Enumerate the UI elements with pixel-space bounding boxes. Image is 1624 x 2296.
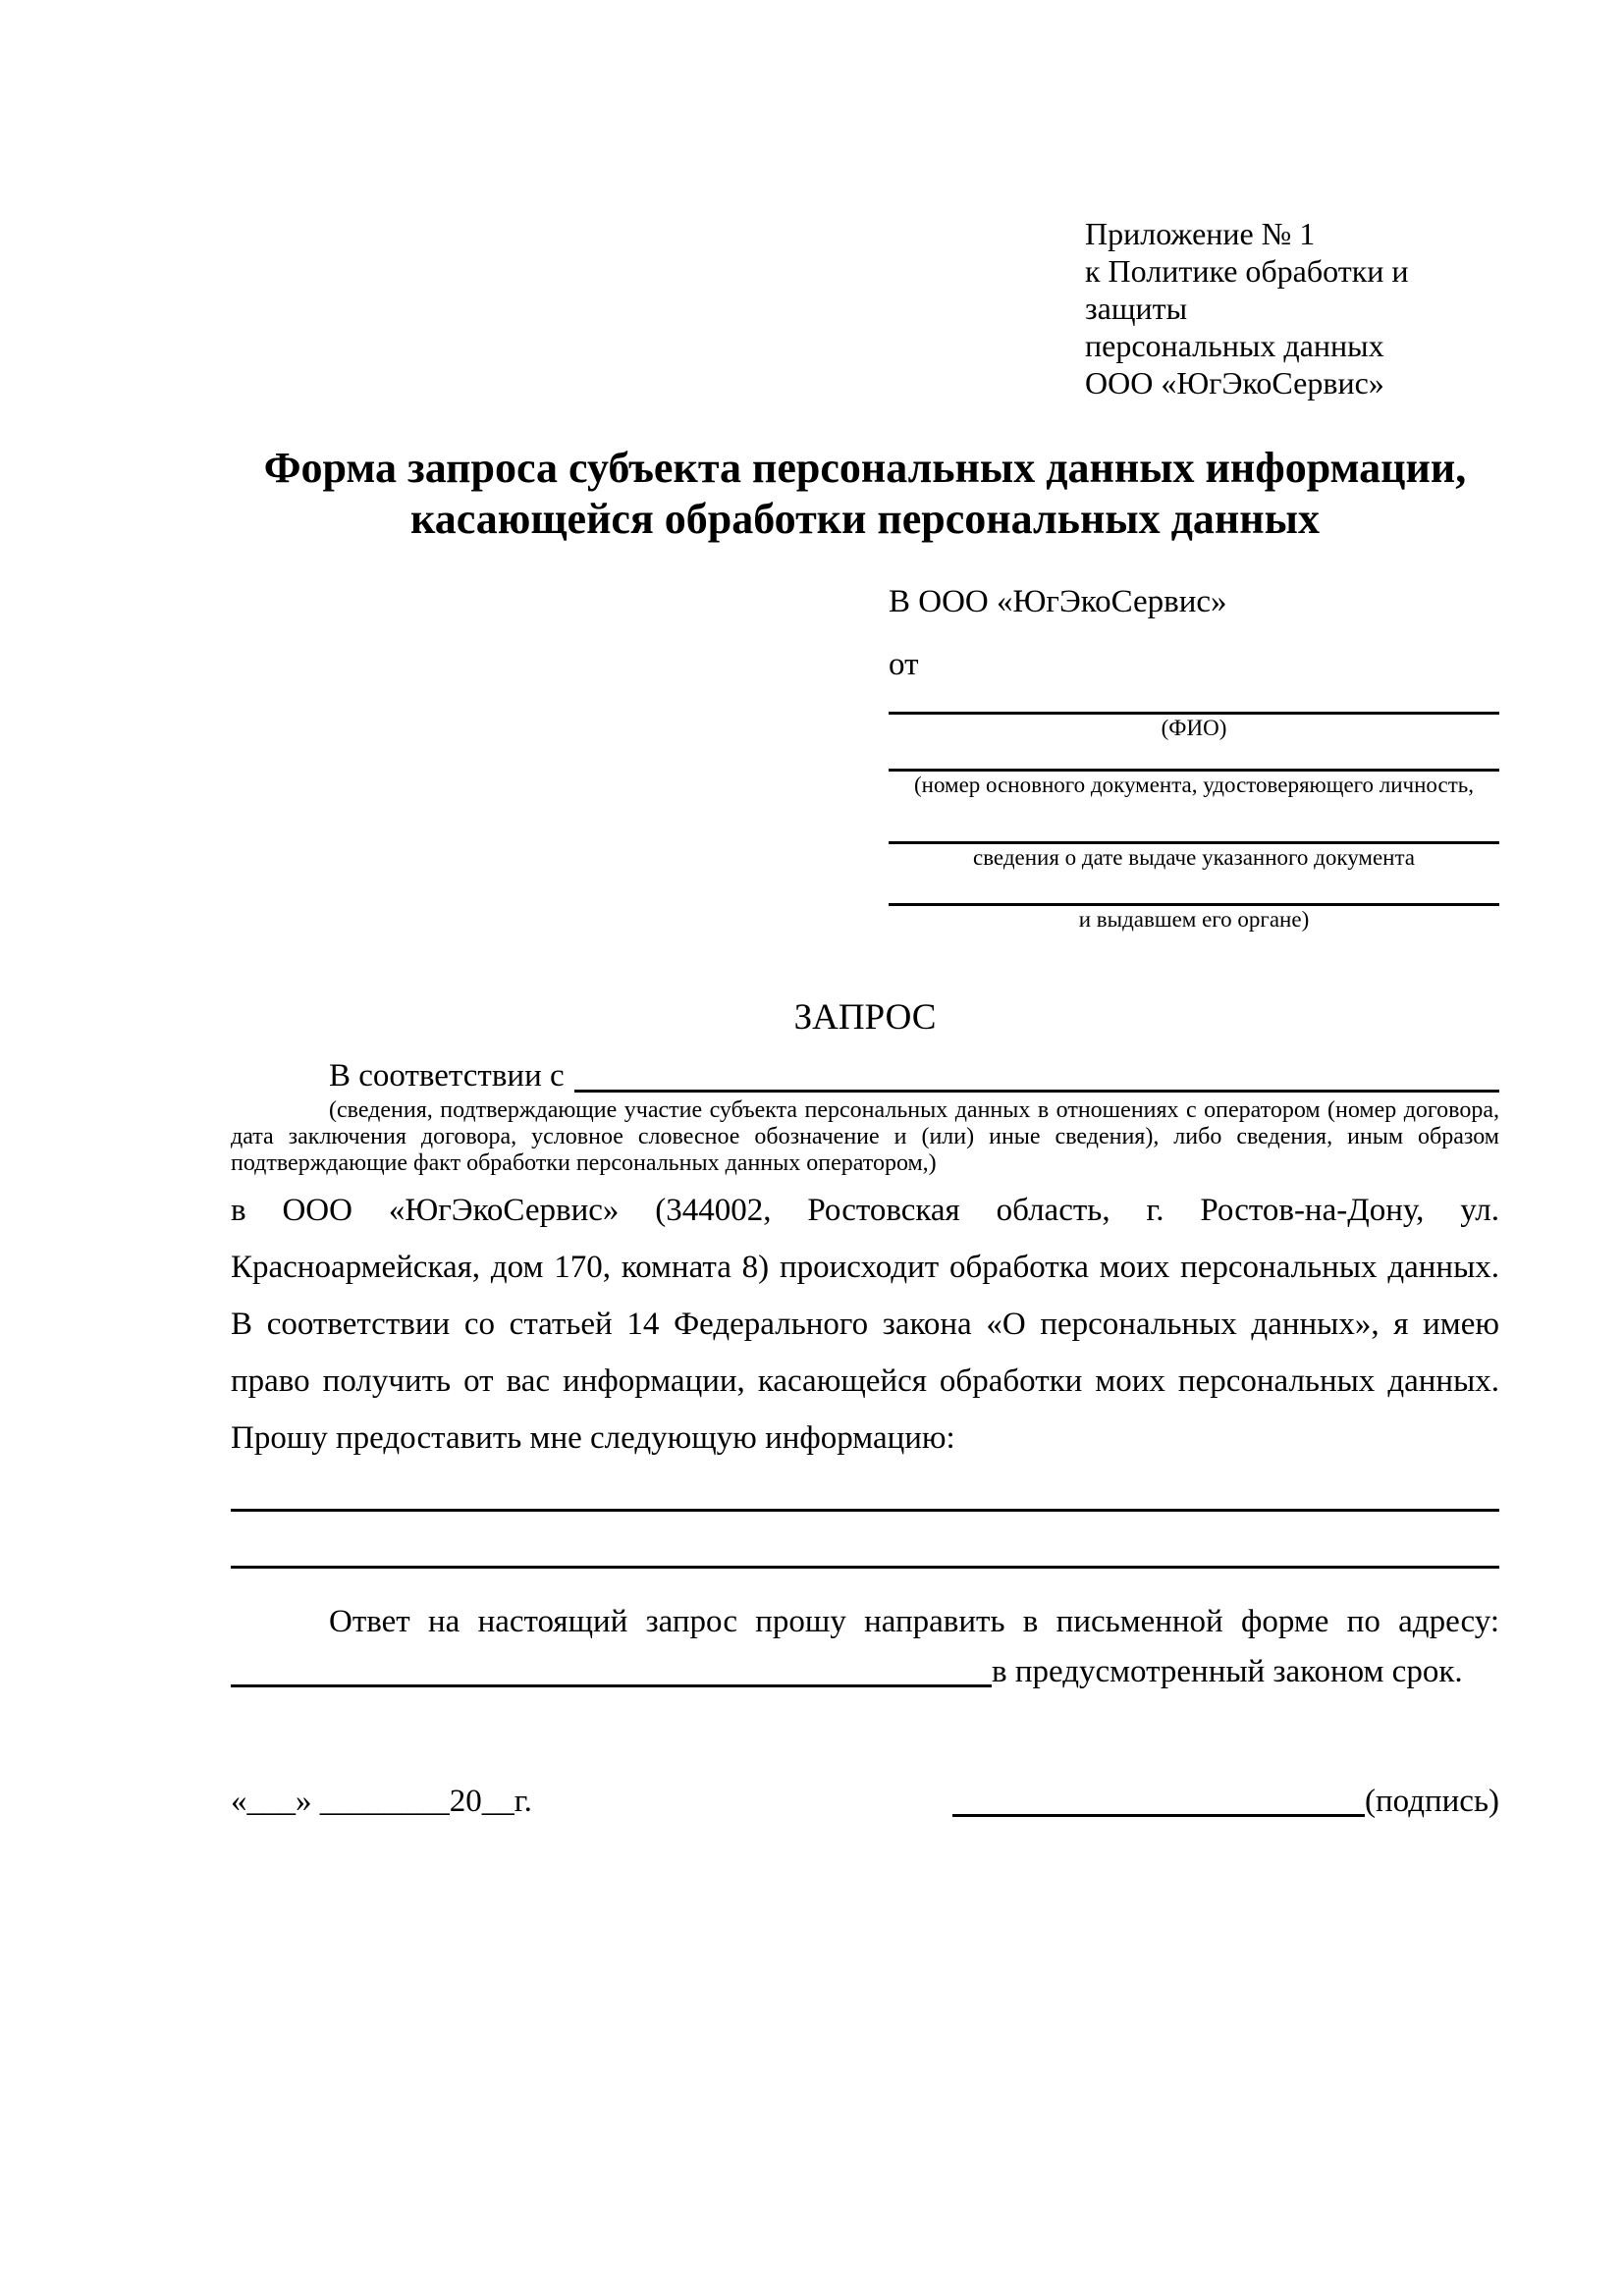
document-title-line-1: Форма запроса субъекта персональных данных информации, bbox=[263, 444, 1467, 492]
reply-suffix: в предусмотренный законом срок. bbox=[992, 1654, 1463, 1689]
signature-block bbox=[952, 1780, 1499, 1823]
request-heading: ЗАПРОС bbox=[793, 997, 937, 1038]
accordance-note: (сведения, подтверждающие участие субъекта персональных данных в отношениях с оператором (номер договора, дата заключения договора, условное словесное обозначение и (или) иные сведения), либо сведения, иным образом подтверждающие факт обработки персональных данных оператором,) bbox=[231, 1097, 1499, 1176]
address-row bbox=[231, 1650, 1499, 1693]
body-paragraph: в ООО «ЮгЭкоСервис» (344002, Ростовская область, г. Ростов-на-Дону, ул. Красноармейская, дом 170, комната 8) происходит обработка моих персональных данных. В соответствии со статьей 14 Федерального закона «О персональных данных», я имею право получить от вас информации, касающейся обработки моих персональных данных. Прошу предоставить мне следующую информацию: bbox=[231, 1193, 1499, 1456]
annex-line: к Политике обработки и защиты bbox=[1085, 253, 1409, 326]
accordance-row bbox=[231, 1054, 1499, 1097]
info-write-line-1 bbox=[231, 1476, 1499, 1512]
accordance-write-line bbox=[574, 1090, 1499, 1093]
annex-line: персональных данных bbox=[1085, 328, 1384, 363]
accordance-lead: В соответствии с bbox=[329, 1058, 565, 1094]
doc-date-caption: сведения о дате выдаче указанного документа bbox=[972, 845, 1416, 870]
annex-line: ООО «ЮгЭкоСервис» bbox=[1085, 365, 1384, 400]
annex-block bbox=[1085, 0, 1499, 401]
reply-paragraph: Ответ на настоящий запрос прошу направить в письменной форме по адресу: bbox=[329, 1604, 1499, 1639]
addressee-block bbox=[889, 582, 1499, 933]
addressee-to: В ООО «ЮгЭкоСервис» bbox=[889, 584, 1227, 619]
doc-date-write-line bbox=[889, 798, 1499, 844]
document-title-line-2: касающейся обработки персональных данных bbox=[410, 495, 1320, 543]
fio-write-line bbox=[889, 684, 1499, 715]
info-write-line-2 bbox=[231, 1512, 1499, 1569]
document-title bbox=[231, 443, 1499, 545]
doc-number-caption: (номер основного документа, удостоверяющего личность, bbox=[913, 773, 1474, 797]
doc-issuer-write-line bbox=[889, 871, 1499, 906]
doc-issuer-caption: и выдавшем его органе) bbox=[1078, 907, 1310, 932]
signature-caption: (подпись) bbox=[1365, 1784, 1499, 1819]
date-field: «___» ________20__г. bbox=[231, 1784, 532, 1819]
annex-line: Приложение № 1 bbox=[1085, 216, 1316, 251]
signature-write-line bbox=[952, 1814, 1365, 1817]
doc-number-write-line bbox=[889, 741, 1499, 772]
addressee-from-label: от bbox=[889, 647, 919, 682]
footer-row bbox=[231, 1780, 1499, 1823]
address-write-line bbox=[231, 1684, 992, 1687]
fio-caption: (ФИО) bbox=[1161, 716, 1227, 740]
